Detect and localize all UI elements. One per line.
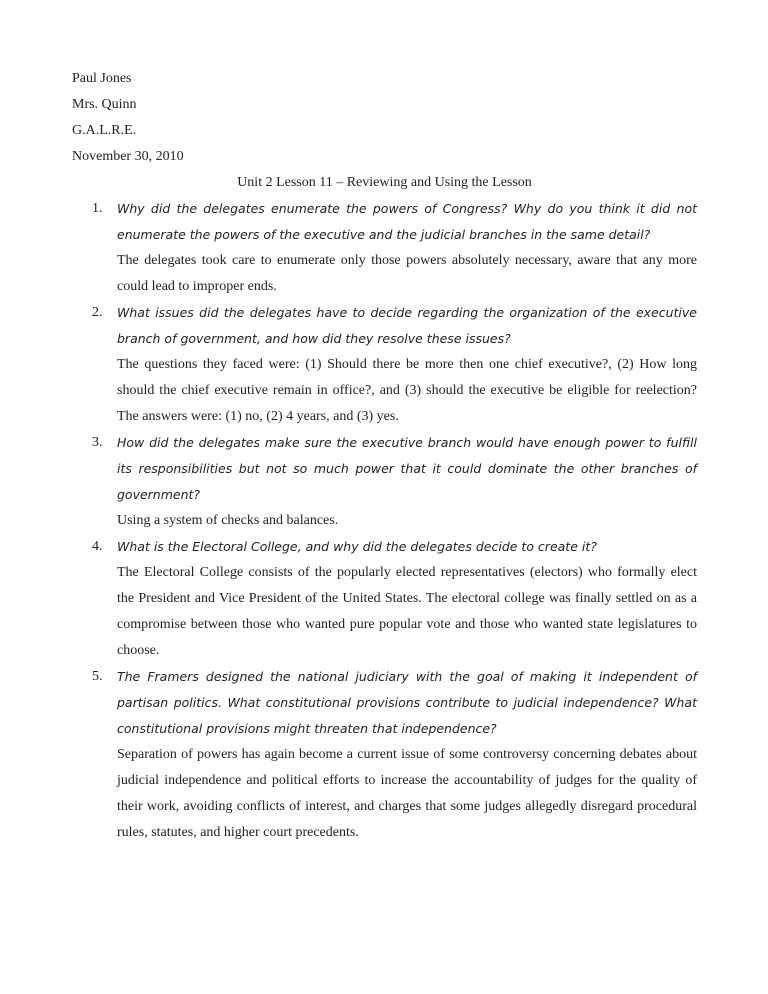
item-number: 4. [92, 539, 103, 554]
student-name: Paul Jones [72, 71, 132, 86]
item-number: 5. [92, 669, 103, 684]
question-text: How did the delegates make sure the executive branch would have enough power to fulfill its responsibilities but not so much power that it could dominate the other branches of government? [117, 435, 697, 502]
course-name: G.A.L.R.E. [72, 123, 137, 138]
question-text: Why did the delegates enumerate the powers of Congress? Why do you think it did not enumerate the powers of the executive and the judicial branches in the same detail? [117, 201, 697, 242]
list-item [72, 196, 697, 300]
question-text: What is the Electoral College, and why did the delegates decide to create it? [117, 539, 597, 554]
answer-text: Using a system of checks and balances. [117, 513, 339, 528]
item-number: 3. [92, 435, 103, 450]
item-number: 2. [92, 305, 103, 320]
question-list [72, 196, 697, 846]
answer-text: Separation of powers has again become a current issue of some controversy concerning debates about judicial independence and political efforts to increase the accountability of judges for the quality of their work, avoiding conflicts of interest, and charges that some judges allegedly disregard procedural rules, statutes, and higher court precedents. [117, 747, 697, 840]
document-page [72, 66, 697, 846]
document-title: Unit 2 Lesson 11 – Reviewing and Using the Lesson [237, 175, 532, 190]
answer-text: The Electoral College consists of the popularly elected representatives (electors) who formally elect the President and Vice President of the United States. The electoral college was finally settled on as a compromise between those who wanted pure popular vote and those who wanted state legislatures to choose. [117, 565, 697, 658]
answer-text: The questions they faced were: (1) Should there be more then one chief executive?, (2) How long should the chief executive remain in office?, and (3) should the executive be eligible for reelection? The answers were: (1) no, (2) 4 years, and (3) yes. [117, 357, 697, 424]
answer-text: The delegates took care to enumerate only those powers absolutely necessary, aware that any more could lead to improper ends. [117, 253, 697, 294]
list-item [72, 534, 697, 664]
list-item [72, 664, 697, 846]
teacher-name: Mrs. Quinn [72, 97, 137, 112]
list-item [72, 430, 697, 534]
question-text: What issues did the delegates have to decide regarding the organization of the executive branch of government, and how did they resolve these issues? [117, 305, 697, 346]
item-number: 1. [92, 201, 103, 216]
question-text: The Framers designed the national judiciary with the goal of making it independent of partisan politics. What constitutional provisions contribute to judicial independence? What constitutional provisions might threaten that independence? [117, 669, 697, 736]
list-item [72, 300, 697, 430]
document-date: November 30, 2010 [72, 149, 184, 164]
